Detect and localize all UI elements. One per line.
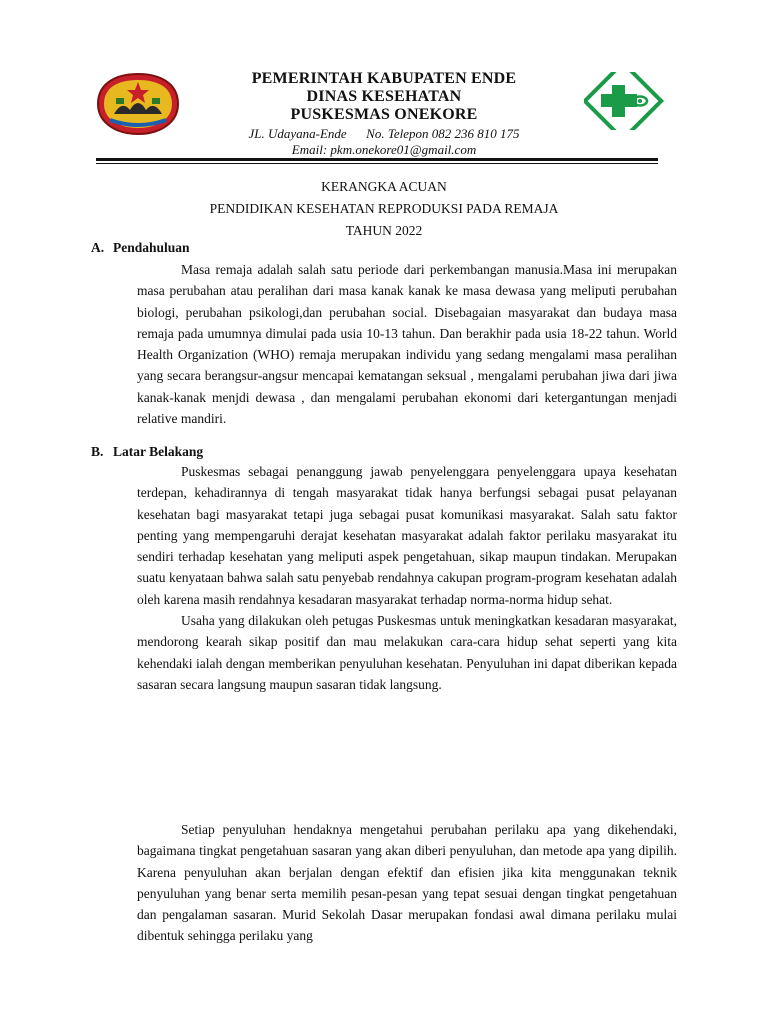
section-b-paragraph-3: Setiap penyuluhan hendaknya mengetahui perubahan perilaku apa yang dikehendaki, bagaimana tingkat pengetahuan sasaran yang akan diberi penyuluhan, dan metode apa yang dipilih. Karena penyuluhan akan berjalan dengan efektif dan efisien jika kita menggunakan teknik penyuluhan yang benar serta memilih pesan-pesan yang tepat sesuai dengan tingkat pengetahuan dan pengalaman sasaran. Murid Sekolah Dasar merupakan fondasi awal dimana perilaku mulai dibentuk sehingga perilaku yang <box>137 822 677 944</box>
letterhead-government: PEMERINTAH KABUPATEN ENDE <box>251 70 517 87</box>
header-rule-thin <box>96 163 658 164</box>
section-b-body-continued <box>137 819 677 947</box>
section-a-heading <box>91 240 190 256</box>
letterhead-email: Email: pkm.onekore01@gmail.com <box>291 142 477 157</box>
section-b-paragraph-1: Puskesmas sebagai penanggung jawab penyelenggara penyelenggara upaya kesehatan terdepan, kehadirannya di tengah masyarakat tidak hanya berfungsi sebagai pusat pelayanan kesehatan bagi masyarakat tetapi juga sebagai pusat komunikasi masyarakat. Salah satu faktor penting yang mempengaruhi derajat kesehatan masyarakat adalah faktor perilaku masyarakat itu sendiri terhadap kesehatan yang meliputi aspek pengetahuan, sikap maupun tindakan. Merupakan suatu kenyataan bahwa salah satu penyebab rendahnya cakupan program-program kesehatan adalah oleh karena masih rendahnya kesadaran masyarakat terhadap norma-norma hidup sehat. <box>137 464 677 607</box>
letterhead-puskesmas: PUSKESMAS ONEKORE <box>290 106 478 123</box>
title-year: TAHUN 2022 <box>345 223 423 238</box>
letterhead-address: JL. Udayana-Ende No. Telepon 082 236 810 175 <box>248 126 520 141</box>
section-b-heading <box>91 444 203 460</box>
header-rule-thick <box>96 158 658 161</box>
section-a-paragraph: Masa remaja adalah salah satu periode dari perkembangan manusia.Masa ini merupakan masa perubahan atau peralihan dari masa kanak kanak ke masa dewasa yang meliputi perubahan biologi, perubahan psikologi,dan perubahan social. Disebagaian masyarakat dan budaya masa remaja pada umumnya dimulai pada usia 10-13 tahun. Dan berakhir pada usia 18-22 tahun. World Health Organization (WHO) remaja merupakan individu yang sedang mengalami masa peralihan yang secara berangsur-angsur mencapai kematangan seksual , mengalami perubahan jiwa dari jiwa kanak-kanak menjdi dewasa , dan mengalami perubahan ekonomi dari ketergantungan menjadi relative mandiri. <box>137 262 677 427</box>
section-b-letter: B. <box>91 444 104 459</box>
section-a-body <box>137 259 677 429</box>
title-kerangka-acuan: KERANGKA ACUAN <box>321 179 447 194</box>
regency-crest-logo <box>92 70 184 136</box>
section-b-title: Latar Belakang <box>113 444 204 459</box>
section-a-title: Pendahuluan <box>113 240 190 255</box>
puskesmas-logo <box>584 72 666 130</box>
letterhead <box>190 70 578 158</box>
title-subject: PENDIDIKAN KESEHATAN REPRODUKSI PADA REMAJA <box>209 201 559 216</box>
document-title <box>96 176 672 242</box>
letterhead-department: DINAS KESEHATAN <box>306 88 462 105</box>
section-b-body <box>137 461 677 695</box>
section-a-letter: A. <box>91 240 105 255</box>
section-b-paragraph-2: Usaha yang dilakukan oleh petugas Puskesmas untuk meningkatkan kesadaran masyarakat, mendorong kearah sikap positif dan mau melakukan cara-cara hidup sehat seperti yang kita kehendaki ialah dengan memberikan penyuluhan kesehatan. Penyuluhan ini dapat diberikan kepada sasaran secara langsung maupun sasaran tidak langsung. <box>137 613 677 692</box>
